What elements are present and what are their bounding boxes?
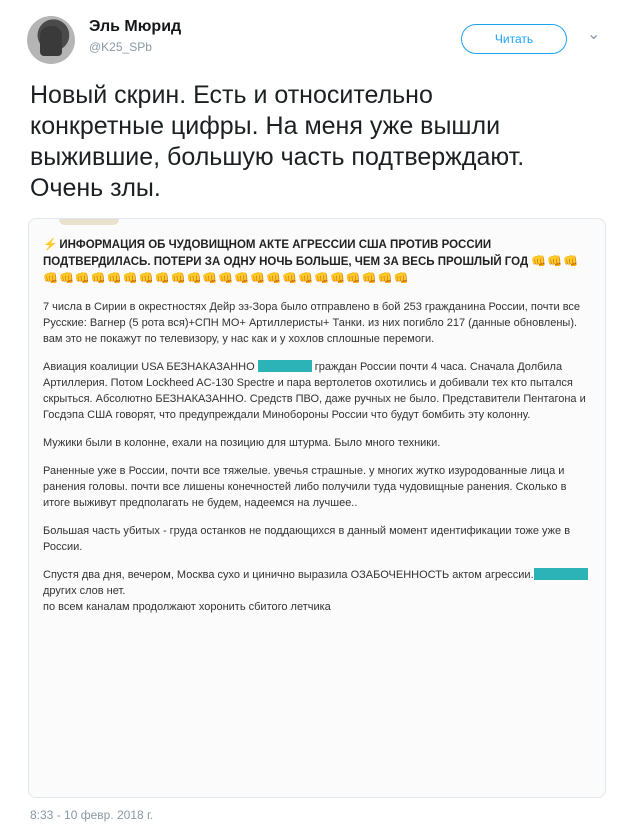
paragraph-6-start: Спустя два дня, вечером, Москва сухо и цинично выразила ОЗАБОЧЕННОСТЬ актом агрессии.: [43, 569, 534, 581]
tweet-text: Новый скрин. Есть и относительно конкретные цифры. На меня уже вышли выжившие, большую часть подтверждают. Очень злы.: [30, 81, 525, 202]
paragraph-2-start: Авиация коалиции USA БЕЗНАКАЗАННО: [43, 361, 258, 373]
card-decoration: [59, 219, 119, 225]
paragraph-6-end: других слов нет.: [43, 585, 126, 597]
redaction-block: [258, 360, 312, 372]
card-fade: [29, 779, 605, 797]
paragraph-4: Раненные уже в России, почти все тяжелые. увечья страшные. у многих жутко изуродованные лица и ранения головы. почти все лишены конечностей либо получили туда чудовищные ранения. Сколько в итоге выживут предполагать не будем, надеемся на лучшее..: [43, 465, 567, 509]
timestamp[interactable]: 8:33 - 10 февр. 2018 г.: [30, 808, 154, 822]
card-title: [43, 237, 591, 287]
tweet-header: [27, 10, 607, 70]
paragraph-7: по всем каналам продолжают хоронить сбитого летчика: [43, 601, 331, 613]
redaction-block: [534, 568, 588, 580]
user-handle[interactable]: @K25_SPb: [89, 40, 152, 54]
paragraph-6: [43, 567, 591, 599]
paragraph-2-rest: граждан России почти 4 часа. Сначала Долбила Артиллерия. Потом Lockheed AC-130 Spectre и пара вертолетов охотились и добивали тех кто пытался скрыться. Абсолютно БЕЗНАКАЗАННО. Средств ПВО, даже ручных не было. Представители Пентагона и Госдэпа США говорят, что предупреждали Минобороны России что будут бомбить эту колонну.: [43, 361, 586, 421]
emoji-row: 👊👊👊👊👊👊👊👊👊👊👊👊👊👊👊👊👊👊👊👊👊👊👊👊👊👊: [43, 254, 580, 285]
paragraph-3: Мужики были в колонне, ехали на позицию для штурма. Было много техники.: [43, 437, 441, 449]
card-content: [43, 237, 591, 615]
lightning-icon: ⚡: [43, 239, 58, 251]
paragraph-1: 7 числа в Сирии в окрестностях Дейр эз-Зора было отправлено в бой 253 гражданина России, почти все Русские: Вагнер (5 рота вся)+СПН МО+ Артиллеристы+ Танки. из них погибло 217 (данные обновлены). вам это не покажут по телевизору, у нас как и у хохлов сплошные перемоги.: [43, 301, 581, 345]
paragraph-2: [43, 359, 591, 423]
avatar[interactable]: [27, 16, 75, 64]
card-title-text: ИНФОРМАЦИЯ ОБ ЧУДОВИЩНОМ АКТЕ АГРЕССИИ США ПРОТИВ РОССИИ ПОДТВЕРДИЛАСЬ. ПОТЕРИ ЗА ОДНУ НОЧЬ БОЛЬШЕ, ЧЕМ ЗА ВЕСЬ ПРОШЛЫЙ ГОД: [43, 239, 529, 268]
screenshot-card[interactable]: [28, 218, 606, 798]
paragraph-5: Большая часть убитых - груда останков не поддающихся в данный момент идентификации тоже уже в России.: [43, 525, 571, 553]
avatar-figure: [40, 26, 62, 56]
chevron-down-icon[interactable]: ⌄: [587, 26, 601, 43]
user-name[interactable]: Эль Мюрид: [89, 18, 182, 35]
follow-button[interactable]: Читать: [461, 24, 567, 54]
